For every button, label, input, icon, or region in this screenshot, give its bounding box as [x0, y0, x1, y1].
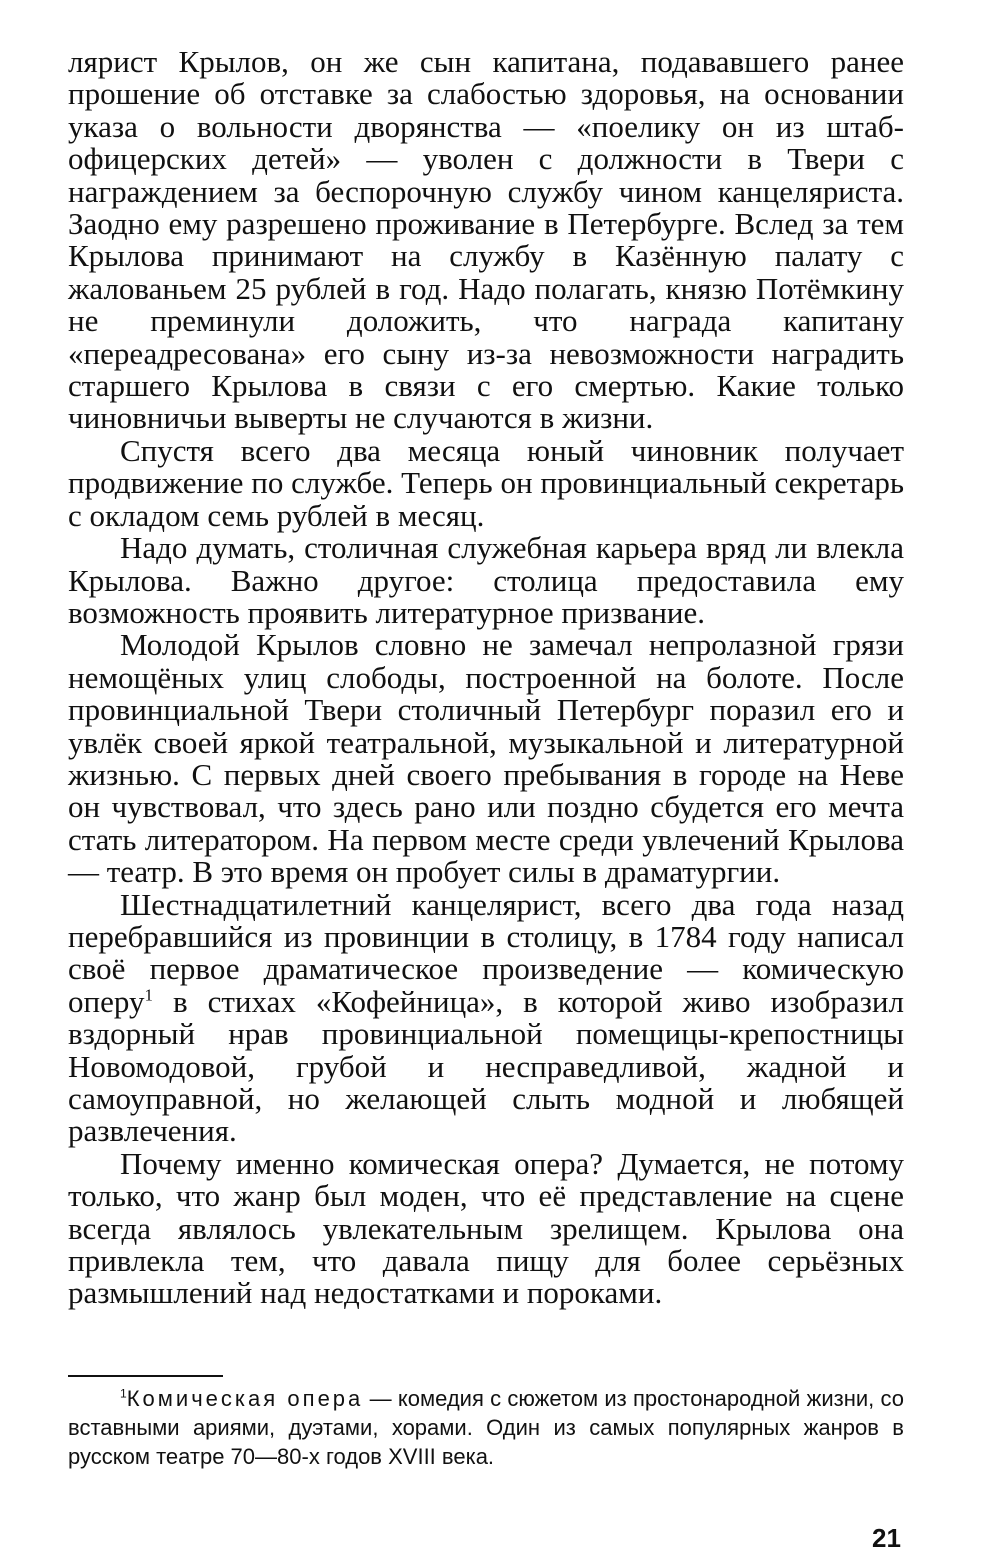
paragraph-with-footnote-ref — [68, 886, 904, 1149]
page-number: 21 — [872, 1523, 901, 1553]
paragraph: Почему именно комическая опера? Думается, не потому только, что жанр был моден, что её представление на сцене всегда являлось увлекательным зрелищем. Крылова она привлекла тем, что давала пищу для более серьёзных размышлений над недостатками и пороками. — [68, 1145, 904, 1311]
footnote-term: Комическая опера — [126, 1386, 364, 1411]
page-body — [68, 46, 904, 1310]
footnote-reference[interactable]: 1 — [144, 985, 153, 1005]
footnote-divider — [68, 1375, 223, 1377]
footnote — [68, 1384, 904, 1471]
paragraph: Спустя всего два месяца юный чиновник получает продвижение по службе. Теперь он провинциальный секретарь с окладом семь рублей в месяц. — [68, 432, 904, 533]
paragraph: Молодой Крылов словно не замечал непролазной грязи немощёных улиц слободы, построенной на болоте. После провинциальной Твери столичный Петербург поразил его и увлёк своей яркой театральной, музыкальной и литературной жизнью. С первых дней своего пребывания в городе на Неве он чувствовал, что здесь рано или поздно сбудется его мечта стать литератором. На первом месте среди увлечений Крылова — театр. В это время он пробует силы в драматургии. — [68, 627, 904, 890]
footnote-mark: 1 — [120, 1386, 127, 1401]
paragraph-text: Шестнадцатилетний канцелярист, всего два года назад перебравшийся из провинции в столицу, в 1784 году написал своё первое драматическое произведение — комическую оперу — [68, 886, 904, 1019]
paragraph-text: в стихах «Кофейница», в которой живо изобразил вздорный нрав провинциальной помещицы-крепостницы Новомодовой, грубой и несправедливой, жадной и самоуправной, но желающей слыть модной и любящей развлечения. — [68, 983, 904, 1149]
paragraph: Надо думать, столичная служебная карьера вряд ли влекла Крылова. Важно другое: столица предоставила ему возможность проявить литературное призвание. — [68, 530, 904, 630]
paragraph: лярист Крылов, он же сын капитана, подававшего ранее прошение об отставке за слабостью здоровья, на основании указа о вольности дворянства — «поелику он из штаб-офицерских детей» — уволен с должности в Твери с награждением за беспорочную службу чином канцеляриста. Заодно ему разрешено проживание в Петербурге. Вслед за тем Крылова принимают на службу в Казённую палату с жалованьем 25 рублей в год. Надо полагать, князю Потёмкину не преминули доложить, что награда капитану «переадресована» его сыну из-за невозможности наградить старшего Крылова в связи с его смертью. Какие только чиновничьи выверты не случаются в жизни. — [68, 44, 904, 436]
footnote-text: — комедия с сюжетом из простонародной жизни, со вставными ариями, дуэтами, хорами. Один из самых популярных жанров в русском театре 70—80-х годов XVIII века. — [68, 1386, 905, 1469]
